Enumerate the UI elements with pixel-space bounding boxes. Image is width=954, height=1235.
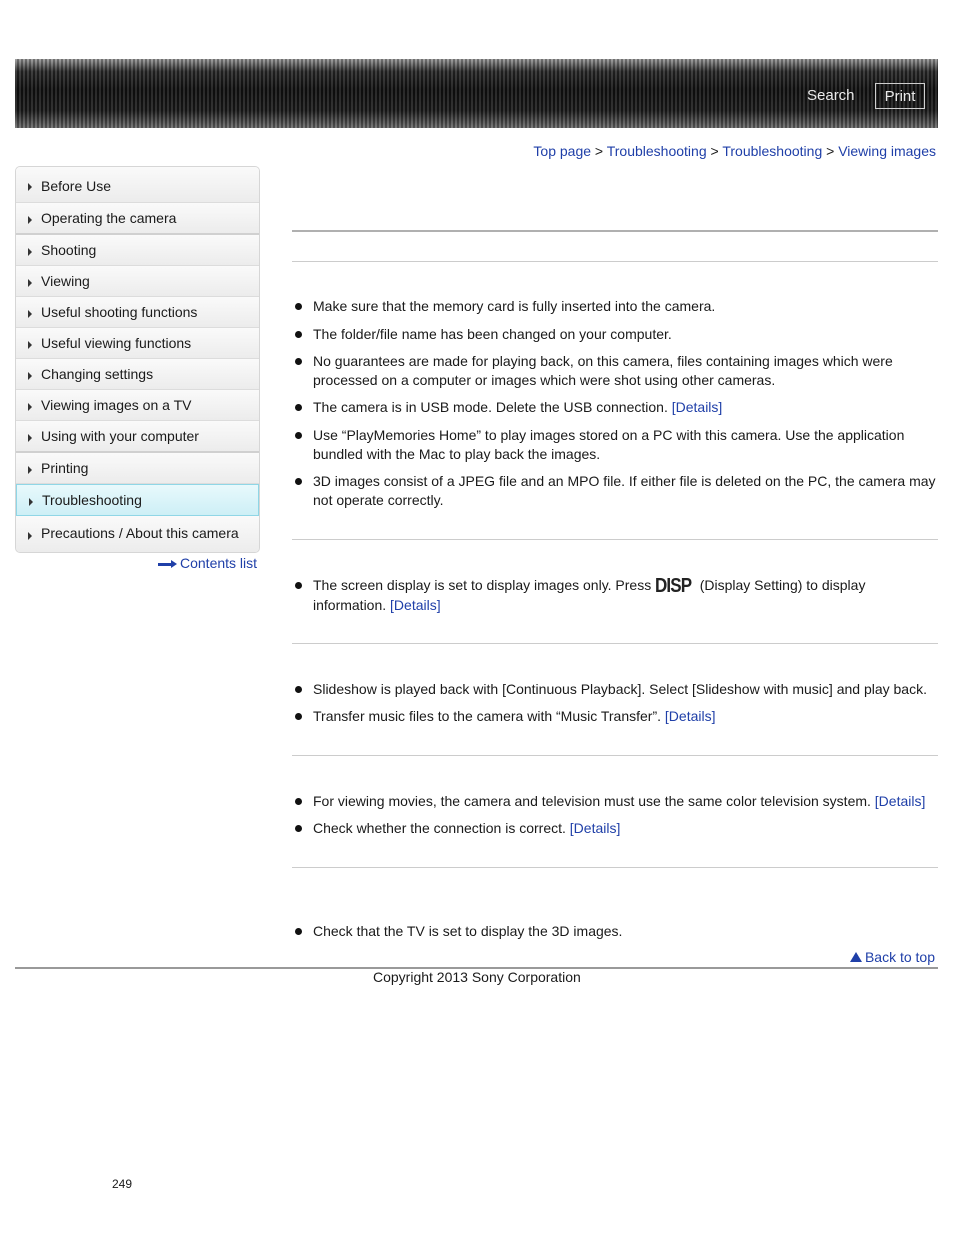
arrow-right-icon <box>28 372 32 380</box>
sidebar-item-useful-viewing-functions[interactable] <box>16 328 259 359</box>
list-item <box>313 472 938 510</box>
breadcrumb-separator: > <box>710 143 719 159</box>
list-item-text: Make sure that the memory card is fully inserted into the camera. <box>313 298 716 314</box>
search-button[interactable]: Search <box>807 87 855 104</box>
list-item-text: Check that the TV is set to display the 3D images. <box>313 923 623 939</box>
arrow-right-icon <box>158 559 178 569</box>
sidebar-item-using-with-your-computer[interactable] <box>16 421 259 453</box>
contents-list-label: Contents list <box>180 555 258 571</box>
sidebar-item-label: Printing <box>41 460 89 476</box>
list-item <box>313 707 938 726</box>
sidebar-item-label: Changing settings <box>41 366 154 382</box>
sidebar-item-label: Troubleshooting <box>42 492 142 508</box>
list-item-text: 3D images consist of a JPEG file and an MPO file. If either file is deleted on the PC, the camera may not operate correctly. <box>313 473 936 508</box>
arrow-right-icon <box>28 403 32 411</box>
list-item <box>313 576 938 615</box>
sidebar-item-troubleshooting[interactable] <box>16 484 259 516</box>
sidebar-item-changing-settings[interactable] <box>16 359 259 390</box>
details-link[interactable]: [Details] <box>664 708 716 724</box>
breadcrumb-separator: > <box>826 143 835 159</box>
breadcrumb-top-page[interactable]: Top page <box>533 143 592 159</box>
list-item-text: (Display Setting) to display information. <box>313 577 866 613</box>
breadcrumb <box>533 143 936 159</box>
arrow-right-icon <box>28 341 32 349</box>
arrow-right-icon <box>28 310 32 318</box>
breadcrumb-troubleshooting-sub[interactable]: Troubleshooting <box>722 143 823 159</box>
list-item-text: For viewing movies, the camera and television must use the same color television system. <box>313 793 871 809</box>
breadcrumb-viewing-images[interactable]: Viewing images <box>838 143 936 159</box>
sidebar-item-label: Precautions / About this camera <box>41 525 239 541</box>
list-item-text: Slideshow is played back with [Continuous Playback]. Select [Slideshow with music] and play back. <box>313 681 927 697</box>
sidebar-item-viewing-images-on-a-tv[interactable] <box>16 390 259 421</box>
arrow-right-icon <box>28 434 32 442</box>
breadcrumb-separator: > <box>594 143 604 159</box>
disp-button-icon: DISP <box>655 575 692 597</box>
list-item <box>313 819 938 838</box>
sidebar-item-printing[interactable] <box>16 453 259 484</box>
sidebar-item-before-use[interactable] <box>16 167 259 203</box>
list-item-text: Transfer music files to the camera with “Music Transfer”. <box>313 708 662 724</box>
triangle-up-icon <box>850 952 862 962</box>
page-number: 249 <box>112 1177 133 1191</box>
sidebar-item-label: Viewing <box>41 273 90 289</box>
section-divider <box>292 261 938 262</box>
arrow-right-icon <box>28 248 32 256</box>
arrow-right-icon <box>29 498 33 506</box>
back-to-top-label: Back to top <box>864 949 935 965</box>
arrow-right-icon <box>28 216 32 224</box>
contents-list-link[interactable] <box>158 555 257 571</box>
section-divider <box>292 539 938 540</box>
sidebar-item-operating-the-camera[interactable] <box>16 203 259 235</box>
details-link[interactable]: [Details] <box>390 597 441 613</box>
breadcrumb-troubleshooting[interactable]: Troubleshooting <box>606 143 707 159</box>
list-item <box>313 792 938 811</box>
list-item-text: The camera is in USB mode. Delete the USB connection. <box>313 399 668 415</box>
sidebar-item-label: Before Use <box>41 178 112 194</box>
list-item-text: Check whether the connection is correct. <box>313 820 566 836</box>
copyright-text: Copyright 2013 Sony Corporation <box>373 969 581 985</box>
sidebar-item-label: Useful shooting functions <box>41 304 198 320</box>
list-item <box>313 398 938 417</box>
print-button[interactable]: Print <box>875 83 925 109</box>
section-divider <box>292 755 938 756</box>
sidebar-item-label: Useful viewing functions <box>41 335 192 351</box>
list-item-text: No guarantees are made for playing back, on this camera, files containing images which were processed on a computer or images which were shot using other cameras. <box>313 353 893 388</box>
sidebar-item-viewing[interactable] <box>16 266 259 297</box>
list-item <box>313 325 938 344</box>
list-item-text: The folder/file name has been changed on your computer. <box>313 326 672 342</box>
list-item <box>313 297 938 316</box>
list-item-text: The screen display is set to display images only. Press <box>313 577 652 593</box>
details-link[interactable]: [Details] <box>874 793 926 809</box>
details-link[interactable]: [Details] <box>569 820 621 836</box>
arrow-right-icon <box>28 183 32 191</box>
title-divider <box>292 230 938 232</box>
list-item <box>313 922 938 941</box>
section-divider <box>292 643 938 644</box>
sidebar-item-label: Operating the camera <box>41 210 177 226</box>
sidebar-item-useful-shooting-functions[interactable] <box>16 297 259 328</box>
arrow-right-icon <box>28 532 32 540</box>
arrow-right-icon <box>28 279 32 287</box>
sidebar-item-label: Shooting <box>41 242 97 258</box>
arrow-right-icon <box>28 466 32 474</box>
header-bar <box>15 59 938 128</box>
back-to-top-link[interactable] <box>850 949 935 965</box>
sidebar-item-shooting[interactable] <box>16 235 259 266</box>
list-item <box>313 352 938 390</box>
list-item-text: Use “PlayMemories Home” to play images stored on a PC with this camera. Use the application bundled with the Mac to play back the images. <box>313 427 905 462</box>
list-item <box>313 426 938 464</box>
sidebar-item-label: Viewing images on a TV <box>41 397 192 413</box>
sidebar-nav <box>15 166 260 553</box>
list-item <box>313 680 938 699</box>
section-divider <box>292 867 938 868</box>
details-link[interactable]: [Details] <box>671 399 723 415</box>
sidebar-item-label: Using with your computer <box>41 428 199 444</box>
sidebar-item-precautions[interactable] <box>16 516 259 552</box>
